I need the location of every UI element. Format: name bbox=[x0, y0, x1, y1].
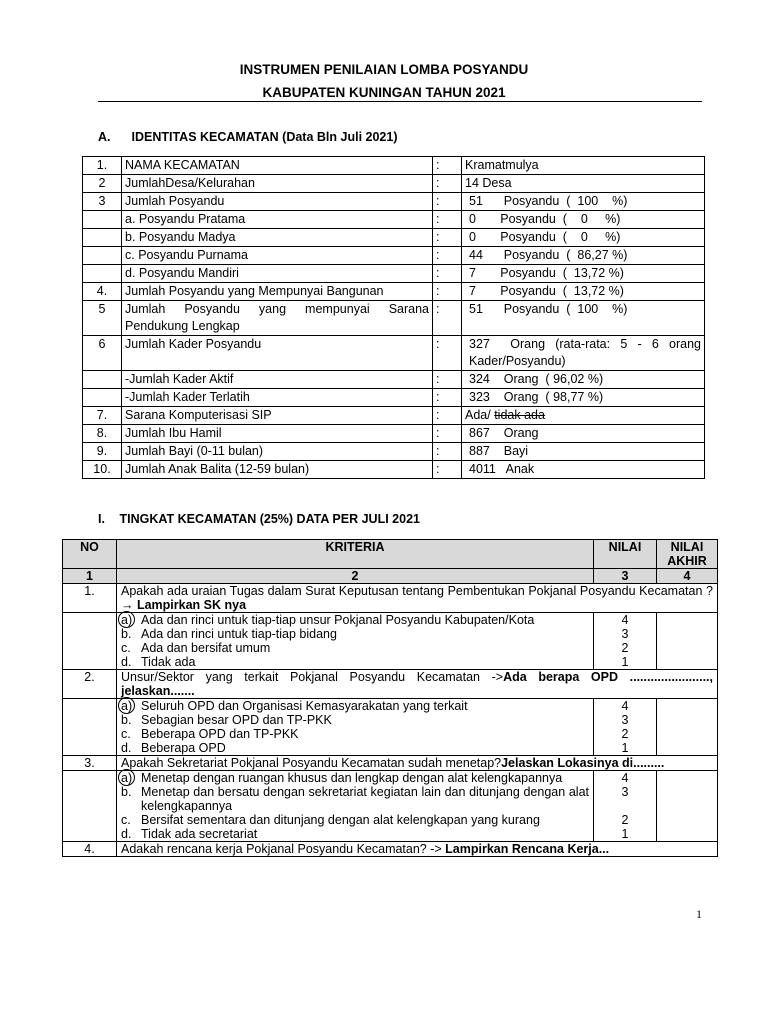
row-number: 7. bbox=[83, 407, 122, 425]
option-letter: c. bbox=[121, 727, 131, 741]
row-label: d. Posyandu Mandiri bbox=[122, 265, 433, 283]
col-number-2: 2 bbox=[117, 569, 594, 584]
row-label-line1: Jumlah Posyandu yang mempunyai Sarana bbox=[125, 302, 429, 316]
criteria-option bbox=[121, 699, 589, 713]
criteria-question-row bbox=[63, 584, 718, 613]
row-value: 51 Posyandu ( 100 %) bbox=[462, 193, 705, 211]
row-number bbox=[83, 247, 122, 265]
row-label-line2: Pendukung Lengkap bbox=[125, 319, 240, 333]
row-separator: : bbox=[433, 407, 462, 425]
row-number bbox=[83, 371, 122, 389]
row-value: 324 Orang ( 96,02 %) bbox=[462, 371, 705, 389]
identitas-row bbox=[83, 371, 705, 389]
criteria-option bbox=[121, 713, 589, 727]
row-label: Jumlah Posyandu yang Mempunyai Bangunan bbox=[122, 283, 433, 301]
criteria-option bbox=[121, 727, 589, 741]
row-number bbox=[83, 389, 122, 407]
option-text: Menetap dan bersatu dengan sekretariat kegiatan lain dan ditunjang dengan alat kelengkapannya bbox=[141, 785, 589, 813]
criteria-question bbox=[117, 584, 718, 613]
page-number: 1 bbox=[696, 907, 702, 921]
row-label: a. Posyandu Pratama bbox=[122, 211, 433, 229]
identitas-row bbox=[83, 407, 705, 425]
row-value-ada: Ada/ bbox=[465, 408, 495, 422]
row-label: b. Posyandu Madya bbox=[122, 229, 433, 247]
criteria-option bbox=[121, 613, 589, 627]
col-header-no: NO bbox=[63, 540, 117, 569]
option-text: Beberapa OPD bbox=[141, 741, 226, 755]
row-value: 4011 Anak bbox=[462, 461, 705, 479]
criteria-scores bbox=[594, 699, 657, 756]
row-label: JumlahDesa/Kelurahan bbox=[122, 175, 433, 193]
identitas-row bbox=[83, 336, 705, 371]
option-letter: b. bbox=[121, 785, 132, 799]
row-label bbox=[122, 301, 433, 336]
row-number: 1. bbox=[83, 157, 122, 175]
criteria-question bbox=[117, 756, 718, 771]
identitas-row bbox=[83, 193, 705, 211]
col-header-nilai: NILAI bbox=[594, 540, 657, 569]
option-score: 3 bbox=[621, 627, 629, 641]
row-number bbox=[83, 265, 122, 283]
row-number: 8. bbox=[83, 425, 122, 443]
option-letter: b. bbox=[121, 627, 132, 641]
row-label: -Jumlah Kader Aktif bbox=[122, 371, 433, 389]
identitas-table bbox=[82, 156, 705, 479]
row-number: 4. bbox=[83, 283, 122, 301]
criteria-options-row bbox=[63, 613, 718, 670]
criteria-number: 2. bbox=[63, 670, 117, 699]
identitas-row bbox=[83, 425, 705, 443]
option-text: Ada dan rinci untuk tiap-tiap bidang bbox=[141, 627, 337, 641]
row-value: 0 Posyandu ( 0 %) bbox=[462, 229, 705, 247]
option-letter: c. bbox=[121, 813, 131, 827]
row-value-line1: 327 Orang (rata-rata: 5 - 6 orang bbox=[469, 337, 701, 351]
col-header-nilai-akhir bbox=[657, 540, 718, 569]
criteria-options bbox=[117, 613, 594, 670]
row-separator: : bbox=[433, 157, 462, 175]
criteria-option bbox=[121, 655, 589, 669]
option-letter: d. bbox=[121, 827, 132, 841]
option-score: 1 bbox=[621, 655, 629, 669]
criteria-question-row bbox=[63, 842, 718, 857]
option-score bbox=[598, 799, 652, 813]
criteria-option bbox=[121, 741, 589, 755]
row-separator: : bbox=[433, 193, 462, 211]
criteria-question-text: Adakah rencana kerja Pokjanal Posyandu Kecamatan? -> bbox=[121, 842, 446, 856]
criteria-question-text: Apakah Sekretariat Pokjanal Posyandu Kecamatan sudah menetap? bbox=[121, 756, 502, 770]
criteria-option bbox=[121, 813, 589, 827]
criteria-scores bbox=[594, 613, 657, 670]
identitas-row bbox=[83, 443, 705, 461]
row-separator: : bbox=[433, 301, 462, 336]
row-separator: : bbox=[433, 247, 462, 265]
criteria-question-text: Unsur/Sektor yang terkait Pokjanal Posyandu Kecamatan -> bbox=[121, 670, 504, 684]
row-label: Jumlah Kader Posyandu bbox=[122, 336, 433, 371]
criteria-option bbox=[121, 785, 589, 813]
option-text: Menetap dengan ruangan khusus dan lengkap dengan alat kelengkapannya bbox=[141, 771, 563, 785]
col-number-4: 4 bbox=[657, 569, 718, 584]
criteria-number: 1. bbox=[63, 584, 117, 613]
option-score: 1 bbox=[621, 741, 629, 755]
option-letter-circled: a) bbox=[121, 699, 141, 713]
identitas-row bbox=[83, 247, 705, 265]
row-value-struck: tidak ada bbox=[494, 408, 545, 422]
criteria-final-score bbox=[657, 699, 718, 756]
title-underline bbox=[98, 101, 702, 102]
row-value: 887 Bayi bbox=[462, 443, 705, 461]
row-value: 7 Posyandu ( 13,72 %) bbox=[462, 265, 705, 283]
criteria-scores bbox=[594, 771, 657, 842]
option-score: 4 bbox=[621, 699, 629, 713]
criteria-options bbox=[117, 699, 594, 756]
row-value bbox=[462, 407, 705, 425]
document-subtitle: KABUPATEN KUNINGAN TAHUN 2021 bbox=[262, 85, 506, 100]
row-number: 6 bbox=[83, 336, 122, 371]
section-a-title: IDENTITAS KECAMATAN (Data Bln Juli 2021) bbox=[131, 130, 398, 144]
row-value: 14 Desa bbox=[462, 175, 705, 193]
option-text: Beberapa OPD dan TP-PKK bbox=[141, 727, 299, 741]
row-separator: : bbox=[433, 211, 462, 229]
row-number bbox=[83, 211, 122, 229]
criteria-options-row bbox=[63, 699, 718, 756]
col-header-kriteria: KRITERIA bbox=[117, 540, 594, 569]
option-letter-circled: a) bbox=[121, 613, 141, 627]
criteria-question-instruction: Jelaskan Lokasinya di......... bbox=[501, 756, 665, 770]
option-letter: d. bbox=[121, 655, 132, 669]
criteria-question-row bbox=[63, 756, 718, 771]
identitas-row bbox=[83, 301, 705, 336]
option-letter: d. bbox=[121, 741, 132, 755]
option-text: Seluruh OPD dan Organisasi Kemasyarakatan yang terkait bbox=[141, 699, 468, 713]
section-i-title: TINGKAT KECAMATAN (25%) DATA PER JULI 2021 bbox=[119, 512, 420, 526]
criteria-options-blank bbox=[63, 771, 117, 842]
criteria-options-row bbox=[63, 771, 718, 842]
row-number bbox=[83, 229, 122, 247]
option-score: 4 bbox=[621, 771, 629, 785]
section-i-heading bbox=[98, 512, 420, 526]
row-value: 7 Posyandu ( 13,72 %) bbox=[462, 283, 705, 301]
identitas-row bbox=[83, 229, 705, 247]
criteria-question-instruction: Lampirkan SK nya bbox=[133, 598, 247, 612]
row-value: Kramatmulya bbox=[462, 157, 705, 175]
row-label: Jumlah Bayi (0-11 bulan) bbox=[122, 443, 433, 461]
row-number: 9. bbox=[83, 443, 122, 461]
identitas-row bbox=[83, 265, 705, 283]
criteria-question-instruction: Lampirkan Rencana Kerja... bbox=[445, 842, 610, 856]
row-separator: : bbox=[433, 229, 462, 247]
option-score: 2 bbox=[621, 641, 629, 655]
identitas-row bbox=[83, 175, 705, 193]
row-separator: : bbox=[433, 265, 462, 283]
row-value: 51 Posyandu ( 100 %) bbox=[462, 301, 705, 336]
option-letter: b. bbox=[121, 713, 132, 727]
row-value: 0 Posyandu ( 0 %) bbox=[462, 211, 705, 229]
criteria-option bbox=[121, 827, 589, 841]
option-score: 1 bbox=[621, 827, 629, 841]
criteria-number: 4. bbox=[63, 842, 117, 857]
arrow-icon: → bbox=[121, 598, 134, 612]
criteria-question-text: Apakah ada uraian Tugas dalam Surat Keputusan tentang Pembentukan Pokjanal Posyandu Kecamatan ? bbox=[121, 584, 713, 598]
row-separator: : bbox=[433, 461, 462, 479]
document-title: INSTRUMEN PENILAIAN LOMBA POSYANDU bbox=[239, 62, 529, 77]
row-number: 5 bbox=[83, 301, 122, 336]
row-value bbox=[462, 336, 705, 371]
identitas-row bbox=[83, 461, 705, 479]
row-label: Jumlah Posyandu bbox=[122, 193, 433, 211]
row-separator: : bbox=[433, 425, 462, 443]
row-label: NAMA KECAMATAN bbox=[122, 157, 433, 175]
row-separator: : bbox=[433, 283, 462, 301]
row-value: 867 Orang bbox=[462, 425, 705, 443]
option-score: 2 bbox=[621, 813, 629, 827]
col-header-nilai-akhir-line2: AKHIR bbox=[667, 554, 707, 568]
row-label: Sarana Komputerisasi SIP bbox=[122, 407, 433, 425]
criteria-options-blank bbox=[63, 613, 117, 670]
criteria-final-score bbox=[657, 613, 718, 670]
criteria-option bbox=[121, 627, 589, 641]
col-header-nilai-akhir-line1: NILAI bbox=[670, 540, 704, 554]
option-score: 4 bbox=[621, 613, 629, 627]
criteria-number: 3. bbox=[63, 756, 117, 771]
row-value: 44 Posyandu ( 86,27 %) bbox=[462, 247, 705, 265]
option-letter: c. bbox=[121, 641, 131, 655]
option-text: Tidak ada secretariat bbox=[141, 827, 258, 841]
identitas-row bbox=[83, 389, 705, 407]
criteria-option bbox=[121, 641, 589, 655]
criteria-question-instruction: Ada berapa OPD ......................., jelaskan....... bbox=[121, 670, 713, 698]
option-score: 3 bbox=[621, 785, 629, 799]
criteria-question bbox=[117, 670, 718, 699]
option-text: Sebagian besar OPD dan TP-PKK bbox=[141, 713, 332, 727]
row-label: Jumlah Anak Balita (12-59 bulan) bbox=[122, 461, 433, 479]
section-i-number: I. bbox=[98, 512, 105, 526]
row-label: c. Posyandu Purnama bbox=[122, 247, 433, 265]
identitas-row bbox=[83, 157, 705, 175]
section-a-heading bbox=[98, 130, 397, 144]
criteria-question bbox=[117, 842, 718, 857]
row-separator: : bbox=[433, 443, 462, 461]
section-a-number: A. bbox=[98, 130, 111, 144]
col-number-3: 3 bbox=[594, 569, 657, 584]
criteria-options-blank bbox=[63, 699, 117, 756]
option-score: 2 bbox=[621, 727, 629, 741]
row-separator: : bbox=[433, 371, 462, 389]
criteria-option bbox=[121, 771, 589, 785]
row-value: 323 Orang ( 98,77 %) bbox=[462, 389, 705, 407]
row-label: Jumlah Ibu Hamil bbox=[122, 425, 433, 443]
kriteria-table bbox=[62, 539, 718, 857]
col-number-1: 1 bbox=[63, 569, 117, 584]
row-label: -Jumlah Kader Terlatih bbox=[122, 389, 433, 407]
row-separator: : bbox=[433, 389, 462, 407]
row-number: 2 bbox=[83, 175, 122, 193]
option-letter-circled: a) bbox=[121, 771, 141, 785]
criteria-question-row bbox=[63, 670, 718, 699]
row-value-line2: Kader/Posyandu) bbox=[469, 354, 566, 368]
row-separator: : bbox=[433, 336, 462, 371]
row-number: 10. bbox=[83, 461, 122, 479]
option-text: Tidak ada bbox=[141, 655, 196, 669]
row-number: 3 bbox=[83, 193, 122, 211]
row-separator: : bbox=[433, 175, 462, 193]
option-score: 3 bbox=[621, 713, 629, 727]
option-text: Bersifat sementara dan ditunjang dengan alat kelengkapan yang kurang bbox=[141, 813, 540, 827]
identitas-row bbox=[83, 283, 705, 301]
criteria-options bbox=[117, 771, 594, 842]
identitas-row bbox=[83, 211, 705, 229]
option-text: Ada dan rinci untuk tiap-tiap unsur Pokjanal Posyandu Kabupaten/Kota bbox=[141, 613, 535, 627]
option-text: Ada dan bersifat umum bbox=[141, 641, 271, 655]
criteria-final-score bbox=[657, 771, 718, 842]
